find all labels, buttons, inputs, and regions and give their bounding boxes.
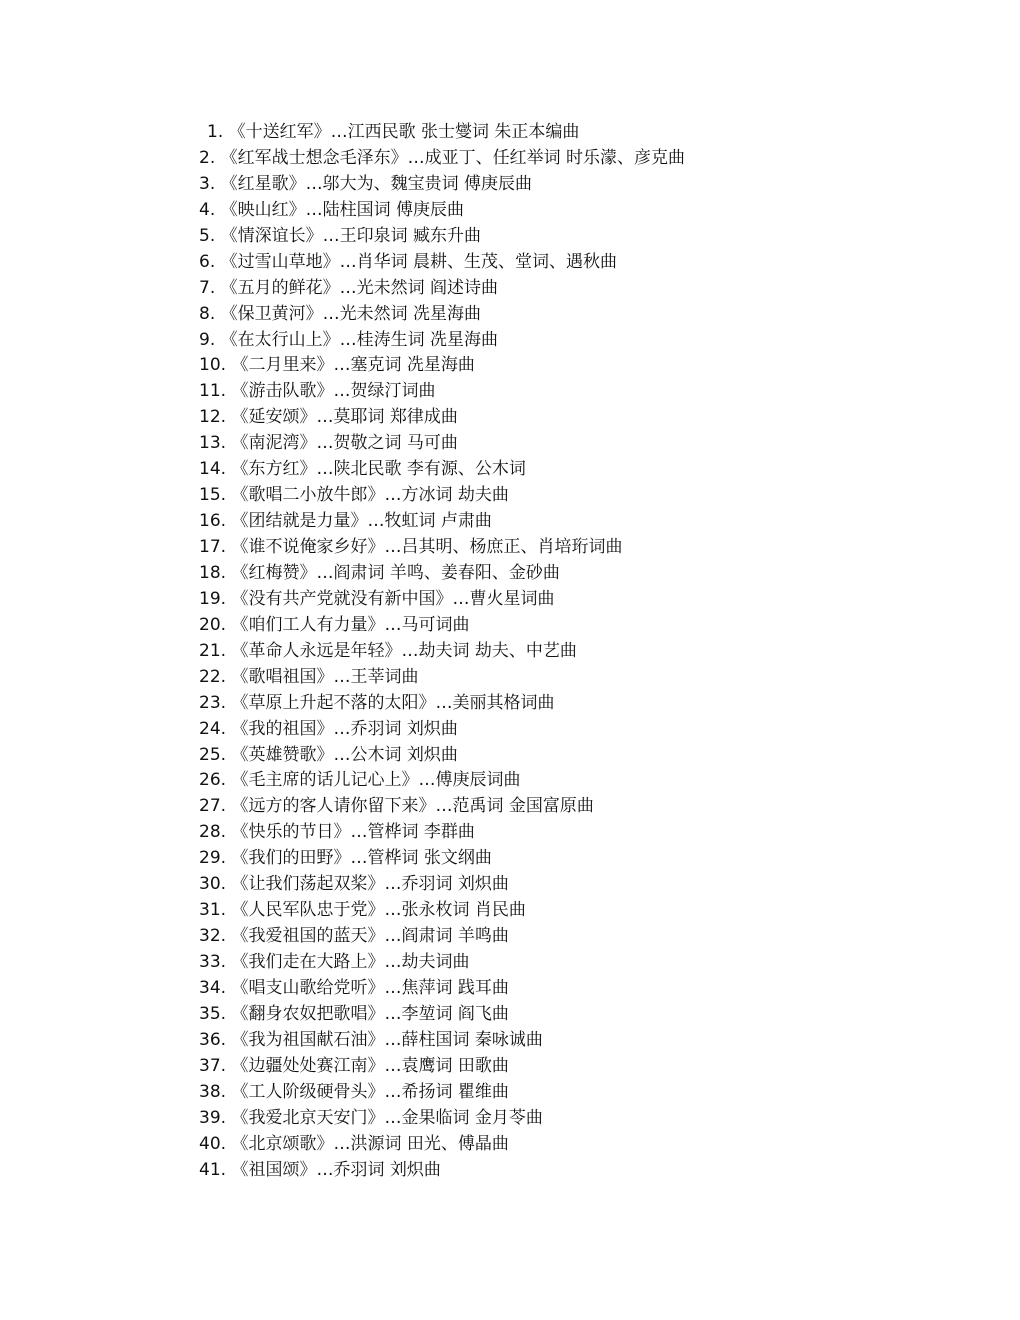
list-item: 4. 《映山红》…陆柱国词 傅庚辰曲 [199,199,465,220]
list-item: 11. 《游击队歌》…贺绿汀词曲 [199,381,436,402]
list-item: 40. 《北京颂歌》…洪源词 田光、傅晶曲 [199,1133,509,1154]
list-item: 39. 《我爱北京天安门》…金果临词 金月苓曲 [199,1107,543,1128]
list-item: 34. 《唱支山歌给党听》…焦萍词 践耳曲 [199,977,509,998]
list-item: 10. 《二月里来》…塞克词 冼星海曲 [199,355,475,376]
list-item: 35. 《翻身农奴把歌唱》…李堃词 阎飞曲 [199,1003,509,1024]
list-item: 3. 《红星歌》…邬大为、魏宝贵词 傅庚辰曲 [199,173,533,194]
list-item: 12. 《延安颂》…莫耶词 郑律成曲 [199,407,458,428]
list-item: 20. 《咱们工人有力量》…马可词曲 [199,614,470,635]
list-item: 2. 《红军战士想念毛泽东》…成亚丁、任红举词 时乐濛、彦克曲 [199,147,686,168]
list-item: 28. 《快乐的节日》…管桦词 李群曲 [199,822,475,843]
list-item: 14. 《东方红》…陕北民歌 李有源、公木词 [199,459,526,480]
list-item: 29. 《我们的田野》…管桦词 张文纲曲 [199,848,492,869]
list-item: 9. 《在太行山上》…桂涛生词 冼星海曲 [199,329,499,350]
list-item: 6. 《过雪山草地》…肖华词 晨耕、生茂、堂词、遇秋曲 [199,251,618,272]
song-list [199,120,999,1183]
list-item: 1. 《十送红军》…江西民歌 张士燮词 朱正本编曲 [207,122,580,142]
list-item: 24. 《我的祖国》…乔羽词 刘炽曲 [199,718,458,739]
list-item: 38. 《工人阶级硬骨头》…希扬词 瞿维曲 [199,1081,509,1102]
list-item: 5. 《情深谊长》…王印泉词 臧东升曲 [199,225,482,246]
list-item: 15. 《歌唱二小放牛郎》…方冰词 劫夫曲 [199,485,509,506]
list-item: 26. 《毛主席的话儿记心上》…傅庚辰词曲 [199,770,521,791]
list-item: 17. 《谁不说俺家乡好》…吕其明、杨庶正、肖培珩词曲 [199,537,623,557]
list-item: 7. 《五月的鲜花》…光未然词 阎述诗曲 [199,277,499,298]
list-item: 13. 《南泥湾》…贺敬之词 马可曲 [199,433,458,454]
list-item: 18. 《红梅赞》…阎肃词 羊鸣、姜春阳、金砂曲 [199,562,560,583]
list-item: 16. 《团结就是力量》…牧虹词 卢肃曲 [199,511,492,532]
list-item: 30. 《让我们荡起双桨》…乔羽词 刘炽曲 [199,874,509,895]
list-item: 21. 《革命人永远是年轻》…劫夫词 劫夫、中艺曲 [199,640,577,661]
list-item: 23. 《草原上升起不落的太阳》…美丽其格词曲 [199,692,555,713]
list-item: 27. 《远方的客人请你留下来》…范禹词 金国富原曲 [199,796,594,817]
list-item: 33. 《我们走在大路上》…劫夫词曲 [199,952,470,972]
list-item: 41. 《祖国颂》…乔羽词 刘炽曲 [199,1159,441,1180]
list-item: 37. 《边疆处处赛江南》…袁鹰词 田歌曲 [199,1055,509,1076]
list-item: 19. 《没有共产党就没有新中国》…曹火星词曲 [199,588,555,609]
list-item: 25. 《英雄赞歌》…公木词 刘炽曲 [199,744,458,765]
list-item: 31. 《人民军队忠于党》…张永枚词 肖民曲 [199,900,526,921]
list-item: 32. 《我爱祖国的蓝天》…阎肃词 羊鸣曲 [199,926,509,947]
list-item: 22. 《歌唱祖国》…王莘词曲 [199,666,419,687]
list-item: 36. 《我为祖国献石油》…薛柱国词 秦咏诚曲 [199,1029,543,1050]
list-item: 8. 《保卫黄河》…光未然词 冼星海曲 [199,303,482,324]
